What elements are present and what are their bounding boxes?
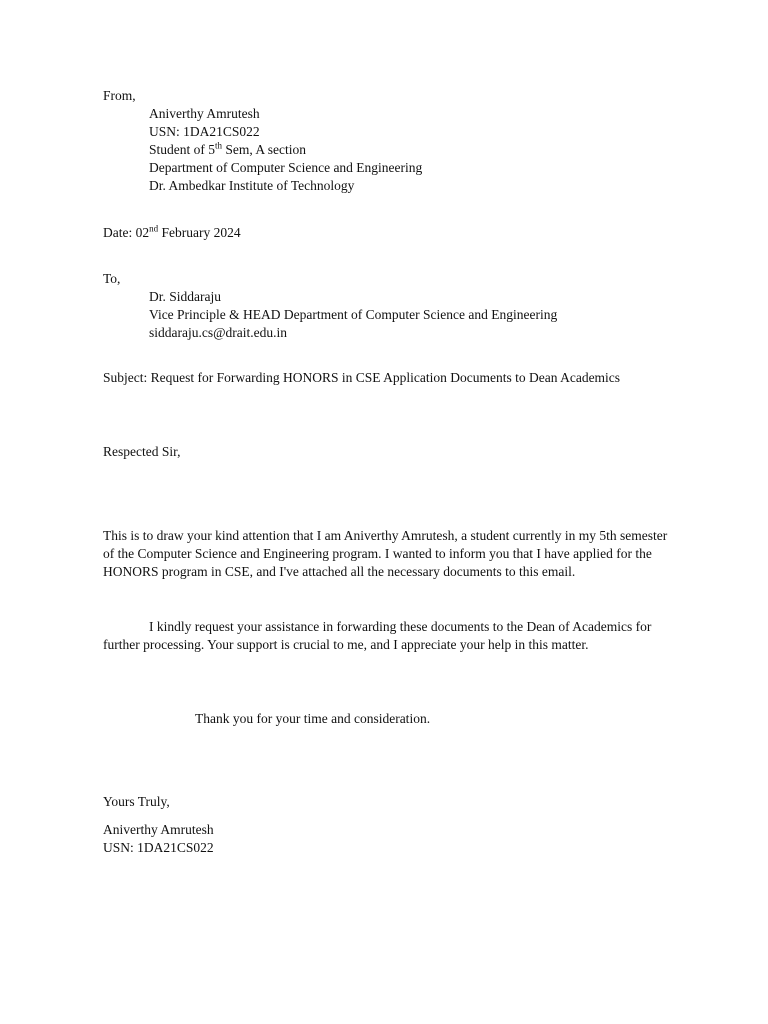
sender-institute: Dr. Ambedkar Institute of Technology: [149, 178, 355, 193]
closing-label: Yours Truly,: [103, 794, 170, 809]
closing-name: Aniverthy Amrutesh: [103, 822, 214, 837]
body-paragraph-1: This is to draw your kind attention that I am Aniverthy Amrutesh, a student currently in my 5th semester of the Computer Science and Engineering program. I wanted to inform you that I have applied for the HONORS program in CSE, and I've attached all the necessary documents to this email.: [103, 528, 668, 579]
sender-name: Aniverthy Amrutesh: [149, 106, 260, 121]
letter-date: Date: 02nd February 2024: [103, 223, 241, 240]
closing-usn: USN: 1DA21CS022: [103, 840, 214, 855]
sender-department: Department of Computer Science and Engineering: [149, 160, 423, 175]
body-paragraph-2: I kindly request your assistance in forwarding these documents to the Dean of Academics for further processing. Your support is crucial to me, and I appreciate your help in this matter.: [103, 619, 652, 652]
from-label: From,: [103, 88, 136, 103]
to-label: To,: [103, 271, 121, 286]
sender-usn: USN: 1DA21CS022: [149, 124, 260, 139]
letter-subject: Subject: Request for Forwarding HONORS in CSE Application Documents to Dean Academics: [103, 370, 621, 385]
salutation: Respected Sir,: [103, 444, 181, 459]
sender-semester: Student of 5th Sem, A section: [149, 140, 307, 157]
thanks-line: Thank you for your time and consideration.: [195, 711, 431, 726]
recipient-email: siddaraju.cs@drait.edu.in: [149, 325, 288, 340]
recipient-designation: Vice Principle & HEAD Department of Computer Science and Engineering: [149, 307, 558, 322]
recipient-name: Dr. Siddaraju: [149, 289, 221, 304]
